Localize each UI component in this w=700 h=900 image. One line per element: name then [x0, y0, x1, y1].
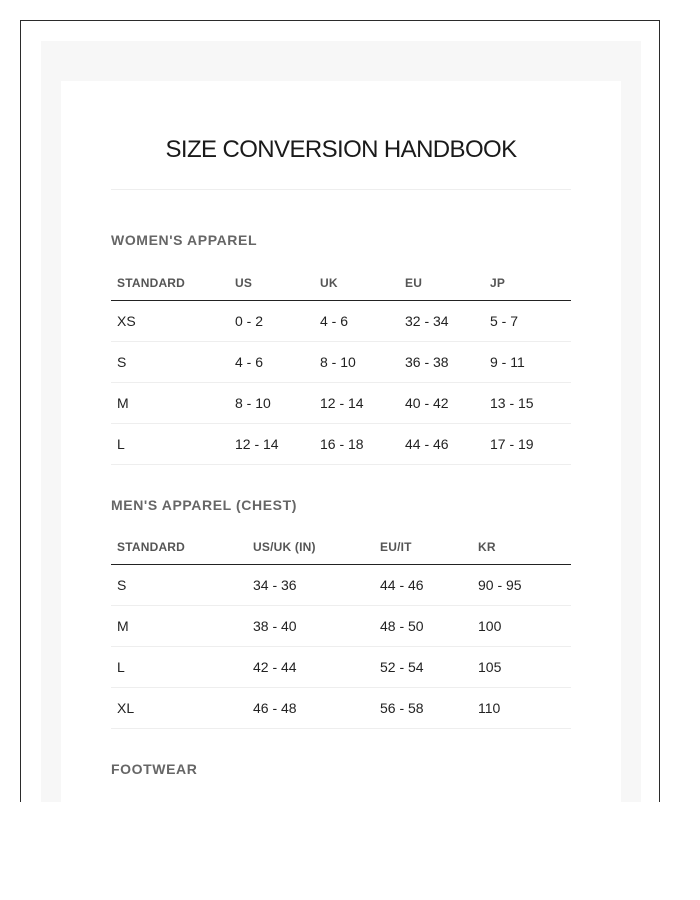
- table-cell: 52 - 54: [374, 647, 472, 688]
- table-cell: L: [111, 647, 247, 688]
- page-backdrop: [41, 41, 641, 802]
- table-cell: XS: [111, 301, 229, 342]
- column-header: EU/IT: [374, 529, 472, 565]
- table-cell: 56 - 58: [374, 688, 472, 729]
- table-row: [111, 383, 571, 424]
- table-row: [111, 424, 571, 465]
- womens-apparel-heading: WOMEN'S APPAREL: [111, 232, 258, 248]
- table-cell: 12 - 14: [314, 383, 399, 424]
- table-cell: 36 - 38: [399, 342, 484, 383]
- column-header: STANDARD: [111, 265, 229, 301]
- table-cell: 105: [472, 647, 571, 688]
- table-cell: S: [111, 342, 229, 383]
- table-cell: 17 - 19: [484, 424, 571, 465]
- table-cell: 13 - 15: [484, 383, 571, 424]
- table-cell: 40 - 42: [399, 383, 484, 424]
- table-cell: M: [111, 606, 247, 647]
- table-cell: 12 - 14: [229, 424, 314, 465]
- table-cell: 44 - 46: [374, 565, 472, 606]
- table-cell: 42 - 44: [247, 647, 374, 688]
- column-header: US/UK (IN): [247, 529, 374, 565]
- table-cell: 110: [472, 688, 571, 729]
- column-header: KR: [472, 529, 571, 565]
- column-header: US: [229, 265, 314, 301]
- table-row: [111, 565, 571, 606]
- table-header-row: [111, 529, 571, 565]
- document-card: [61, 81, 621, 802]
- footwear-heading: FOOTWEAR: [111, 761, 198, 777]
- table-cell: 48 - 50: [374, 606, 472, 647]
- table-cell: 44 - 46: [399, 424, 484, 465]
- table-cell: 8 - 10: [229, 383, 314, 424]
- table-cell: M: [111, 383, 229, 424]
- mens-apparel-heading: MEN'S APPAREL (CHEST): [111, 497, 298, 513]
- table-cell: 4 - 6: [314, 301, 399, 342]
- table-cell: 5 - 7: [484, 301, 571, 342]
- table-cell: 38 - 40: [247, 606, 374, 647]
- table-cell: L: [111, 424, 229, 465]
- column-header: STANDARD: [111, 529, 247, 565]
- table-cell: 46 - 48: [247, 688, 374, 729]
- column-header: EU: [399, 265, 484, 301]
- page-title: SIZE CONVERSION HANDBOOK: [111, 81, 571, 190]
- document-content: [111, 81, 571, 777]
- table-header-row: [111, 265, 571, 301]
- table-cell: 34 - 36: [247, 565, 374, 606]
- table-cell: 90 - 95: [472, 565, 571, 606]
- table-row: [111, 342, 571, 383]
- page-frame: [20, 20, 660, 802]
- table-cell: 9 - 11: [484, 342, 571, 383]
- mens-apparel-table: [111, 529, 571, 729]
- womens-apparel-table: [111, 265, 571, 465]
- table-row: [111, 647, 571, 688]
- table-row: [111, 301, 571, 342]
- table-cell: XL: [111, 688, 247, 729]
- table-cell: 8 - 10: [314, 342, 399, 383]
- column-header: UK: [314, 265, 399, 301]
- table-cell: 16 - 18: [314, 424, 399, 465]
- table-row: [111, 688, 571, 729]
- column-header: JP: [484, 265, 571, 301]
- table-row: [111, 606, 571, 647]
- table-cell: 32 - 34: [399, 301, 484, 342]
- table-cell: 4 - 6: [229, 342, 314, 383]
- table-cell: S: [111, 565, 247, 606]
- table-cell: 0 - 2: [229, 301, 314, 342]
- table-cell: 100: [472, 606, 571, 647]
